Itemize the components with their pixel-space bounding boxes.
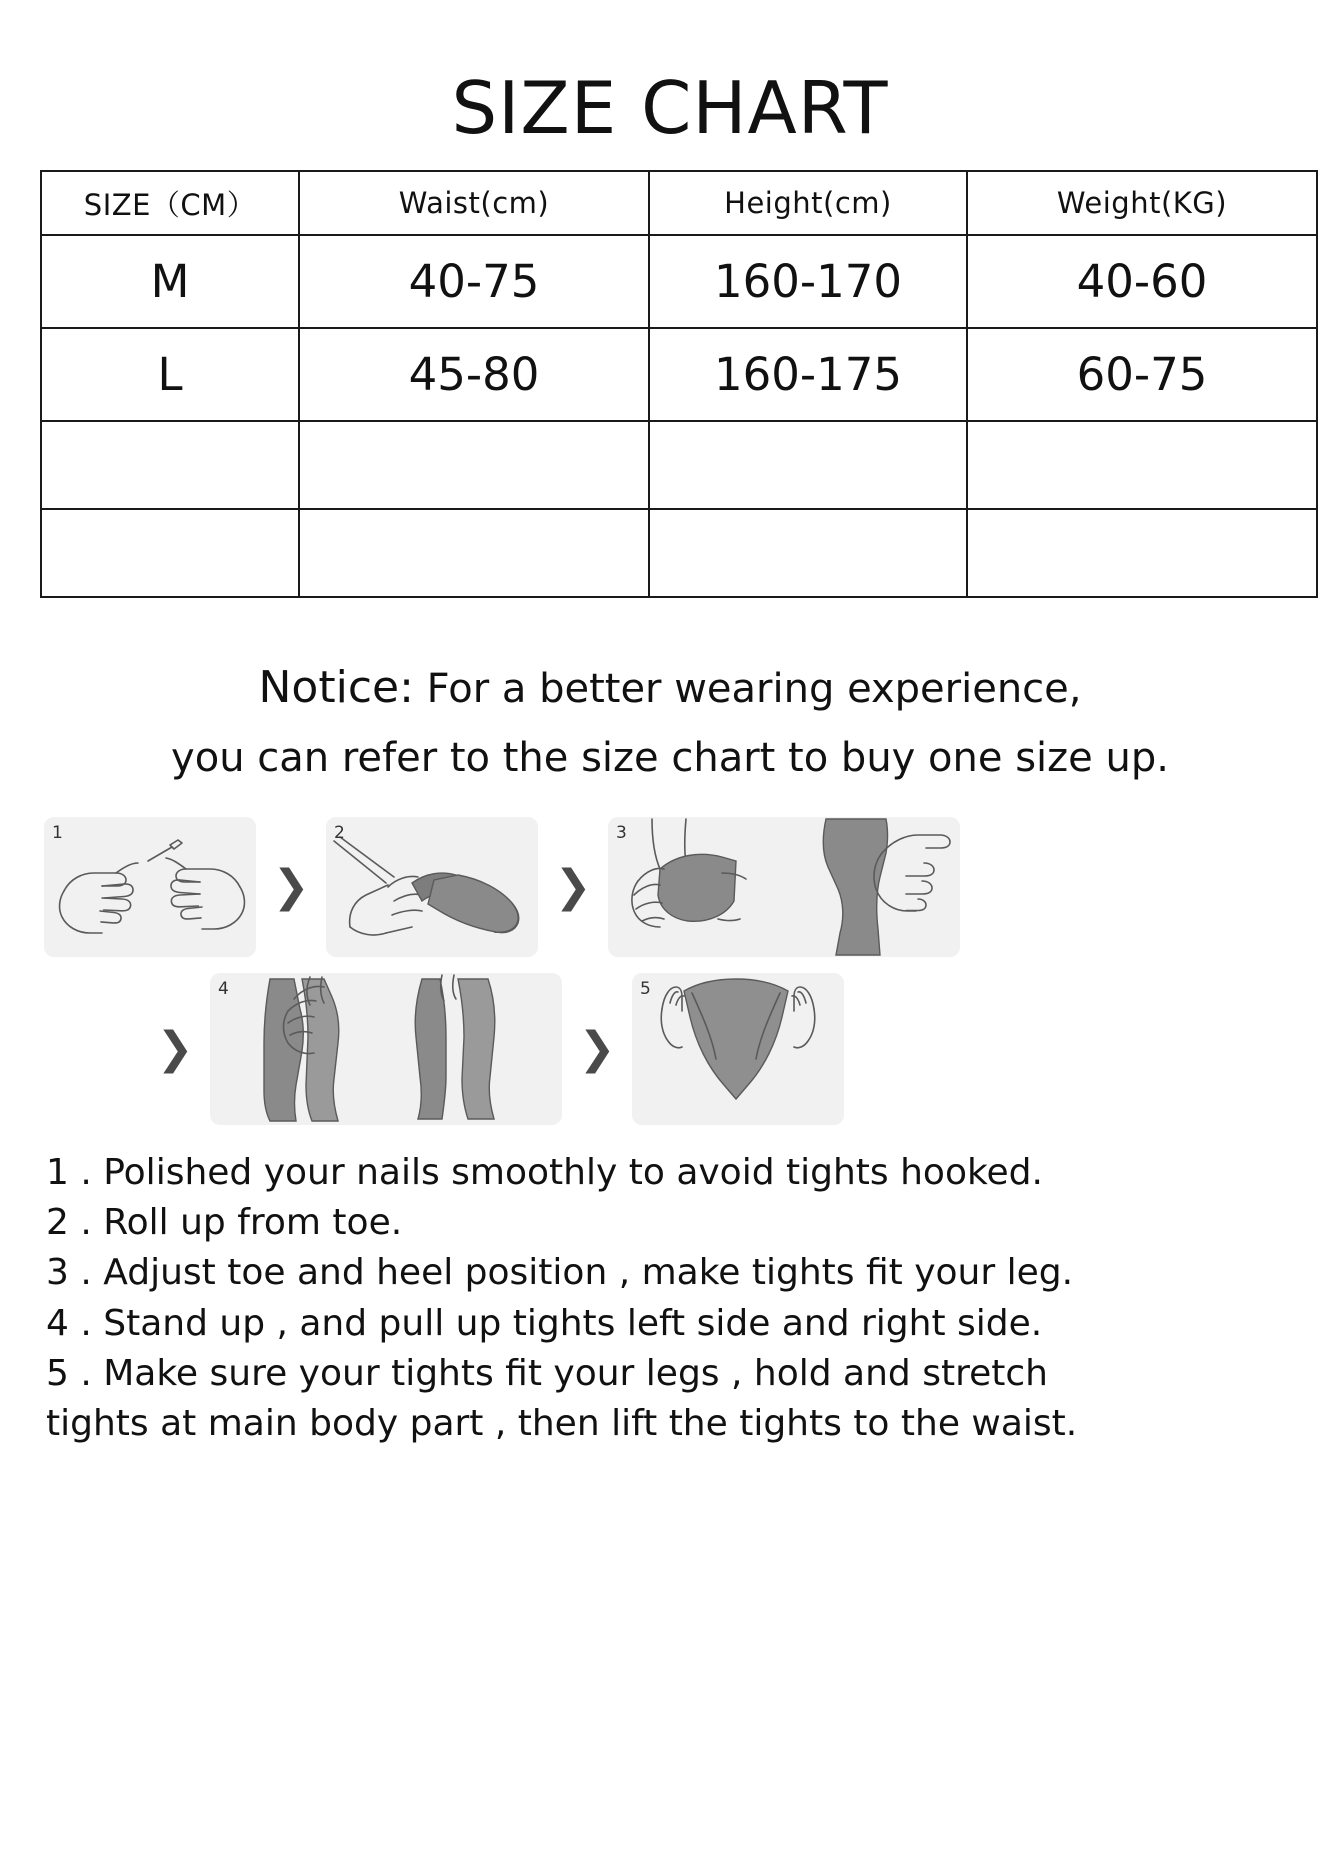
arrow-2-to-3: ❯ <box>554 861 592 912</box>
steps-row-top <box>40 817 1300 957</box>
notice-block <box>40 660 1300 783</box>
table-cell-size: M <box>41 235 299 328</box>
table-cell-weight <box>967 421 1317 509</box>
arrow-4-to-5: ❯ <box>578 1023 616 1074</box>
step-number-2: 2 <box>334 823 345 843</box>
table-header <box>41 171 1317 235</box>
step-image-4 <box>210 973 562 1125</box>
instruction-line: 1 . Polished your nails smoothly to avoid tights hooked. <box>46 1152 1043 1193</box>
table-cell-size: L <box>41 328 299 421</box>
table-cell-weight <box>967 509 1317 597</box>
step-number-5: 5 <box>640 979 651 999</box>
table-cell-waist: 40-75 <box>299 235 649 328</box>
lift-tights-to-waist-icon <box>632 973 844 1125</box>
adjust-toe-heel-position-icon <box>608 817 960 957</box>
instruction-line: 5 . Make sure your tights fit your legs , hold and stretch <box>46 1352 1048 1394</box>
steps-illustrations <box>40 817 1300 1125</box>
table-header-cell-height: Height(cm) <box>649 171 967 235</box>
table-cell-waist: 45-80 <box>299 328 649 421</box>
instruction-line: 4 . Stand up , and pull up tights left side and right side. <box>46 1302 1043 1344</box>
instructions-list <box>40 1149 1300 1448</box>
table-header-cell-weight: Weight(KG) <box>967 171 1317 235</box>
table-cell-size <box>41 509 299 597</box>
table-cell-height: 160-175 <box>649 328 967 421</box>
rolling-tights-from-toe-icon <box>326 817 538 957</box>
table-cell-weight: 60-75 <box>967 328 1317 421</box>
instruction-line: 3 . Adjust toe and heel position , make tights fit your leg. <box>46 1252 1074 1294</box>
step-number-3: 3 <box>616 823 627 843</box>
stand-up-pull-tights-icon <box>210 973 562 1125</box>
notice-label: Notice: <box>258 662 414 713</box>
step-image-3 <box>608 817 960 957</box>
notice-line-1 <box>40 660 1300 715</box>
arrow-3-to-4: ❯ <box>156 1023 194 1074</box>
page-title: SIZE CHART <box>451 66 889 150</box>
table-row <box>41 509 1317 597</box>
table-row <box>41 328 1317 421</box>
instruction-line: tights at main body part , then lift the tights to the waist. <box>46 1403 1078 1445</box>
table-body <box>41 235 1317 597</box>
step-image-2 <box>326 817 538 957</box>
table-row <box>41 235 1317 328</box>
hands-filing-nails-icon <box>44 817 256 957</box>
table-cell-height <box>649 421 967 509</box>
table-row <box>41 421 1317 509</box>
steps-row-bottom <box>40 973 1300 1125</box>
size-chart-page <box>0 66 1340 1857</box>
table-header-cell-size: SIZE（CM） <box>41 171 299 235</box>
table-cell-waist <box>299 509 649 597</box>
table-header-row <box>41 171 1317 235</box>
step-number-1: 1 <box>52 823 63 843</box>
table-cell-weight: 40-60 <box>967 235 1317 328</box>
step-image-1 <box>44 817 256 957</box>
step-number-4: 4 <box>218 979 229 999</box>
table-header-cell-waist: Waist(cm) <box>299 171 649 235</box>
notice-text-2: you can refer to the size chart to buy one size up. <box>171 735 1169 781</box>
arrow-1-to-2: ❯ <box>272 861 310 912</box>
step-image-5 <box>632 973 844 1125</box>
notice-text-1: For a better wearing experience, <box>426 666 1082 712</box>
table-cell-height <box>649 509 967 597</box>
table-cell-height: 160-170 <box>649 235 967 328</box>
size-chart-table <box>40 170 1318 598</box>
instruction-line: 2 . Roll up from toe. <box>46 1202 403 1244</box>
table-cell-waist <box>299 421 649 509</box>
table-cell-size <box>41 421 299 509</box>
